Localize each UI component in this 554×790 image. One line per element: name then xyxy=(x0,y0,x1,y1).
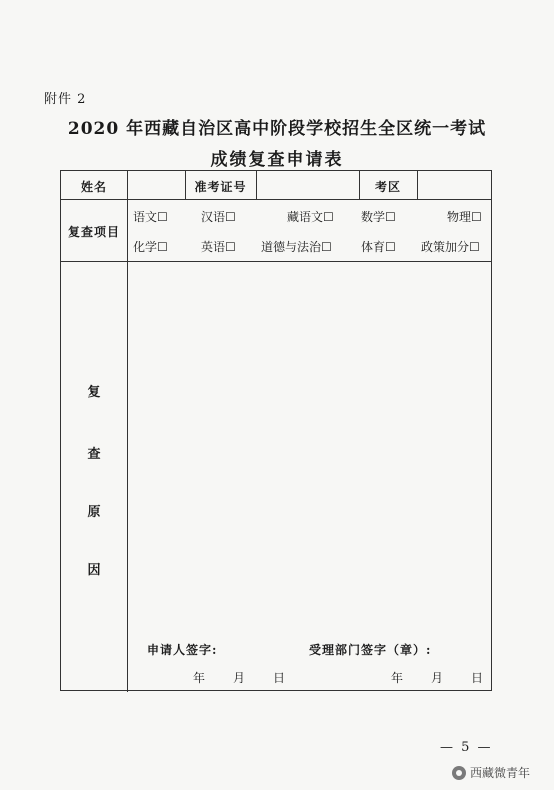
subject-checkbox-english[interactable]: 英语☐ xyxy=(201,240,236,254)
subject-checkbox-math[interactable]: 数学☐ xyxy=(361,210,396,224)
applicant-date-year: 年 xyxy=(193,671,206,685)
page-number: — 5 — xyxy=(440,740,493,755)
subject-checkbox-tibetan[interactable]: 藏语文☐ xyxy=(287,210,334,224)
district-field[interactable] xyxy=(418,172,491,198)
reason-label-char: 查 xyxy=(87,447,101,462)
wechat-icon xyxy=(452,766,466,780)
row-divider xyxy=(61,199,491,200)
reason-label-char: 原 xyxy=(87,505,101,520)
applicant-signature-label: 申请人签字: xyxy=(147,643,218,657)
department-date-month: 月 xyxy=(431,671,444,685)
name-field[interactable] xyxy=(128,172,184,198)
watermark-text: 西藏微青年 xyxy=(470,766,531,780)
review-items-label: 复查项目 xyxy=(67,225,120,239)
subject-checkbox-morality-law[interactable]: 道德与法治☐ xyxy=(261,240,332,254)
subject-checkbox-pe[interactable]: 体育☐ xyxy=(361,240,396,254)
name-label: 姓名 xyxy=(80,180,107,194)
reason-label-char: 因 xyxy=(87,563,101,578)
subject-checkbox-chemistry[interactable]: 化学☐ xyxy=(133,240,168,254)
department-date-year: 年 xyxy=(391,671,404,685)
reason-label-char: 复 xyxy=(87,385,101,400)
form-title: 成绩复查申请表 xyxy=(210,150,344,170)
applicant-date-month: 月 xyxy=(233,671,246,685)
subject-checkbox-chinese[interactable]: 语文☐ xyxy=(133,210,168,224)
subject-checkbox-hanyu[interactable]: 汉语☐ xyxy=(201,210,236,224)
applicant-date-day: 日 xyxy=(273,671,286,685)
page-title: 2020 年西藏自治区高中阶段学校招生全区统一考试 xyxy=(67,119,487,139)
ticket-number-field[interactable] xyxy=(257,172,358,198)
subject-checkbox-physics[interactable]: 物理☐ xyxy=(447,210,482,224)
ticket-number-label: 准考证号 xyxy=(194,180,247,194)
department-signature-label: 受理部门签字（章）: xyxy=(309,643,432,657)
watermark xyxy=(452,764,530,781)
subject-checkbox-policy-bonus[interactable]: 政策加分☐ xyxy=(421,240,480,254)
department-date-day: 日 xyxy=(471,671,484,685)
district-label: 考区 xyxy=(374,180,401,194)
reason-text-area[interactable] xyxy=(128,262,492,622)
application-form-table xyxy=(60,170,492,691)
attachment-label: 附件 2 xyxy=(44,92,87,107)
